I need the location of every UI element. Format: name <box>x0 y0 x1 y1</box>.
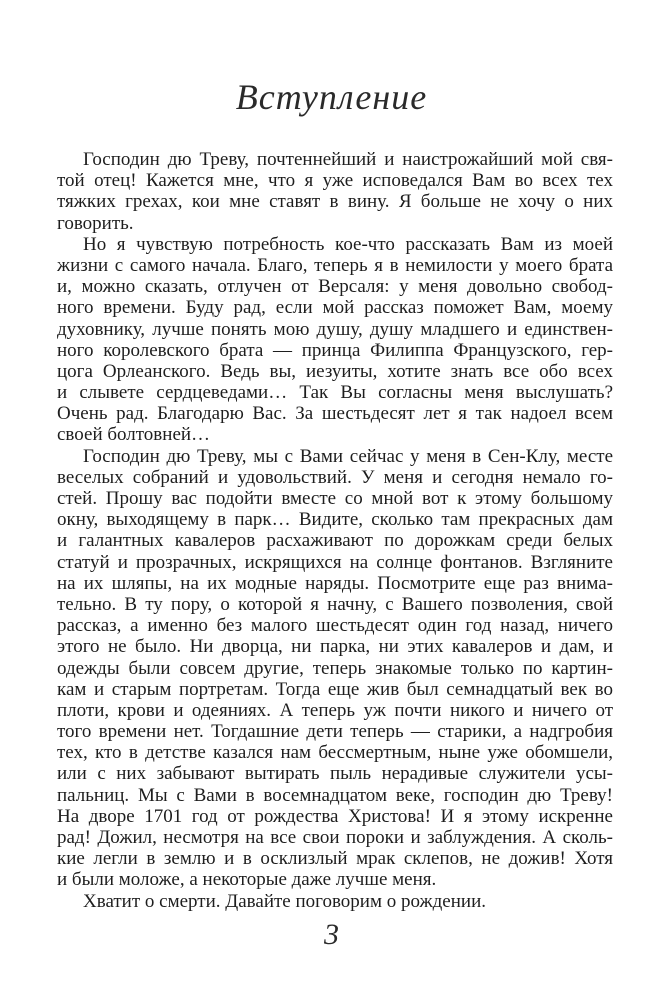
text-line: кам и старым портретам. Тогда еще жив был семнадцатый век во <box>57 678 613 700</box>
text-line: Господин дю Треву, почтеннейший и наистрожайший мой свя- <box>83 149 613 170</box>
text-line: и были моложе, а некоторые даже лучше меня. <box>57 869 437 891</box>
text-line: окну, выходящему в парк… Видите, сколько там прекрасных дам <box>57 509 613 531</box>
text-line: плоти, крови и одеяниях. А теперь уж почти никого и ничего от <box>57 699 613 721</box>
text-line: тех, кто в детстве казался нам бессмертным, ныне уже обомшели, <box>57 742 613 764</box>
text-line: и, можно сказать, отлучен от Версаля: у меня довольно свобод- <box>57 276 613 298</box>
text-line: и слывете сердцеведами… Так Вы согласны меня выслушать? <box>57 382 613 404</box>
text-line: тяжких грехах, кои мне ставят в вину. Я больше не хочу о них <box>57 191 613 213</box>
text-line: духовнику, лучше понять мою душу, душу младшего и единствен- <box>57 318 613 340</box>
text-line: статуй и прозрачных, искрящихся на солнце фонтанов. Взгляните <box>57 551 613 573</box>
body-text <box>57 149 613 912</box>
text-line: Господин дю Треву, мы с Вами сейчас у меня в Сен-Клу, месте <box>83 445 613 467</box>
text-line: жизни с самого начала. Благо, теперь я в немилости у моего брата <box>57 254 613 276</box>
text-line: одежды были совсем другие, теперь знакомые только по картин- <box>57 657 613 679</box>
text-line: ного времени. Буду рад, если мой рассказ поможет Вам, моему <box>57 297 613 319</box>
text-line: Очень рад. Благодарю Вас. За шестьдесят лет я так надоел всем <box>57 403 613 425</box>
text-line: ного королевского брата — принца Филиппа Французского, гер- <box>57 339 613 361</box>
text-line: или с них забывают вытирать пыль нерадивые служители усы- <box>57 763 613 785</box>
text-line: кие легли в землю и в осклизлый мрак склепов, не дожив! Хотя <box>57 848 613 870</box>
text-line: и галантных кавалеров расхаживают по дорожкам среди белых <box>57 530 613 552</box>
text-line: Хватит о смерти. Давайте поговорим о рождении. <box>83 890 486 912</box>
text-line: тельно. В ту пору, о которой я начну, с Вашего позволения, свой <box>57 593 613 615</box>
text-line: Но я чувствую потребность кое-что рассказать Вам из моей <box>83 233 613 255</box>
text-line: той отец! Кажется мне, что я уже исповедался Вам во всех тех <box>57 170 613 192</box>
text-line: веселых собраний и удовольствий. У меня и сегодня немало го- <box>57 466 613 488</box>
text-line: пальниц. Мы с Вами в восемнадцатом веке, господин дю Треву! <box>57 784 613 806</box>
chapter-title: Вступление <box>235 77 428 117</box>
page-number: 3 <box>324 918 339 951</box>
text-line: своей болтовней… <box>57 424 211 446</box>
text-line: цога Орлеанского. Ведь вы, иезуиты, хотите знать все обо всех <box>57 360 613 382</box>
text-line: на их шляпы, на их модные наряды. Посмотрите еще раз внима- <box>57 572 613 594</box>
text-line: рад! Дожил, несмотря на все свои пороки и заблуждения. А сколь- <box>57 827 613 848</box>
text-line: стей. Прошу вас подойти вместе со мной вот к этому большому <box>57 488 613 509</box>
text-line: того времени нет. Тогдашние дети теперь — старики, а надгробия <box>57 721 613 743</box>
text-line: рассказ, а именно без малого шестьдесят один год назад, ничего <box>57 615 613 637</box>
text-line: говорить. <box>57 212 134 234</box>
text-line: этого не было. Ни дворца, ни парка, ни этих кавалеров и дам, и <box>57 636 613 658</box>
text-line: На дворе 1701 год от рождества Христова! И я этому искренне <box>57 805 613 827</box>
